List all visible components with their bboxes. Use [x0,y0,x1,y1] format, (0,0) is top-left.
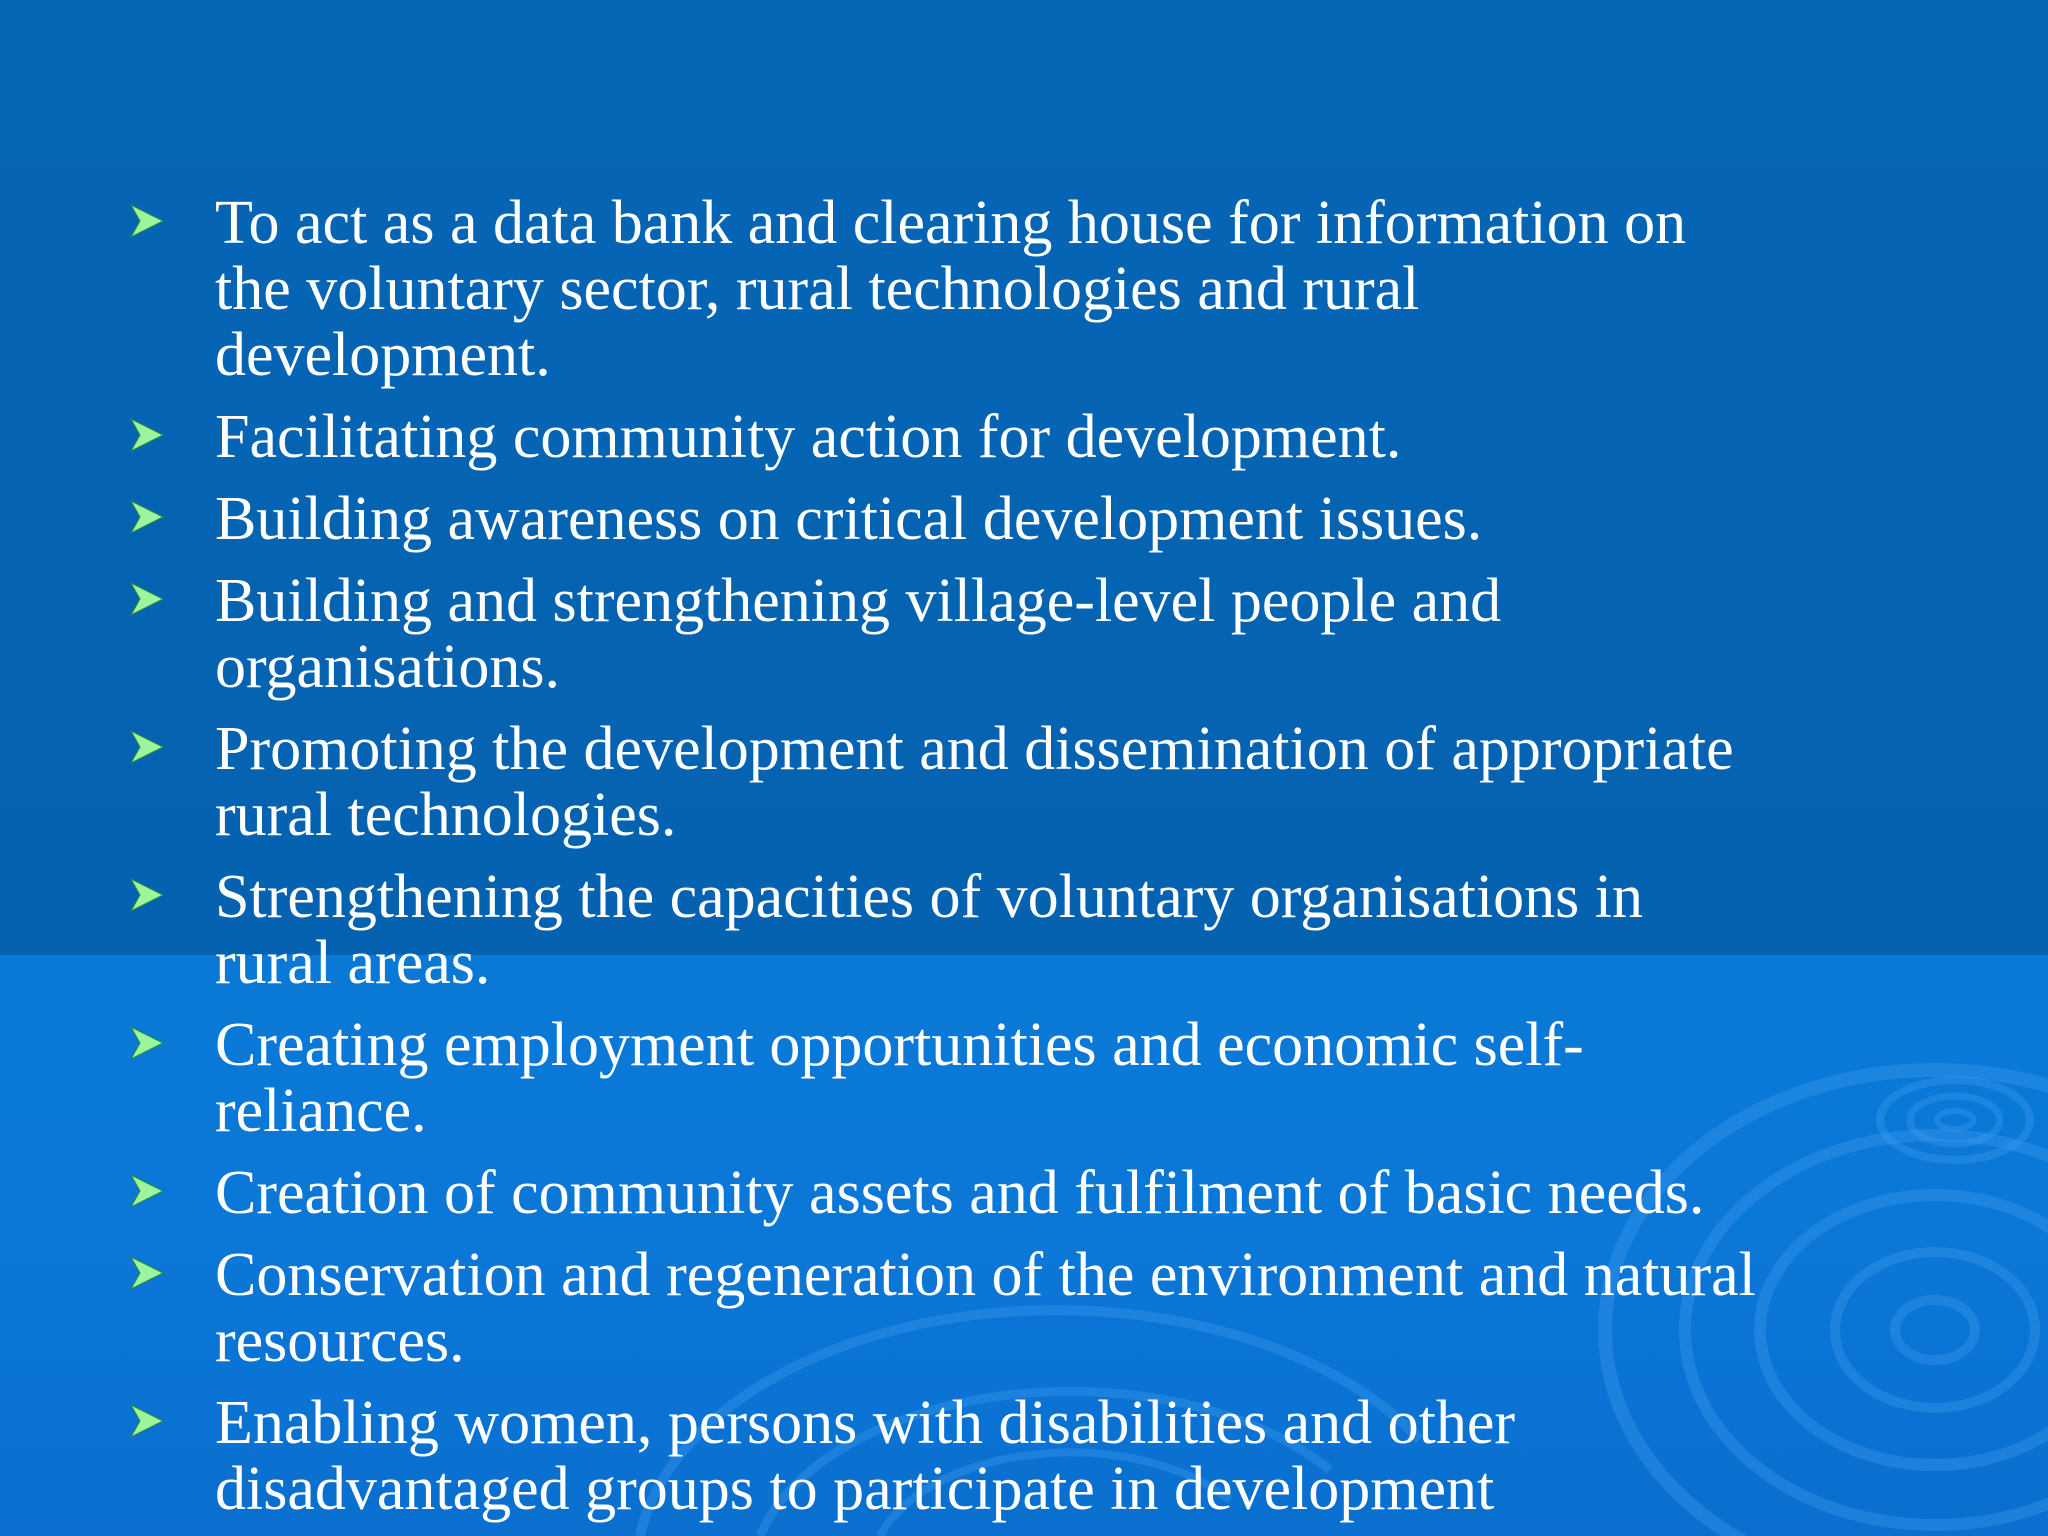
bullet-text: To act as a data bank and clearing house for information on the voluntary sector, rural technologies and rural development. [215,189,1687,389]
bullet-text: Enabling women, persons with disabilities and other disadvantaged groups to participate in development [215,1389,1516,1523]
bullet-text: Promoting the development and dissemination of appropriate rural technologies. [215,715,1734,849]
arrowhead-bullet-icon [128,876,166,914]
bullet-list [0,190,2048,1536]
bullet-text: Conservation and regeneration of the environment and natural resources. [215,1241,1756,1375]
arrowhead-bullet-icon [128,580,166,618]
arrowhead-bullet-icon [128,1402,166,1440]
arrowhead-bullet-icon [128,416,166,454]
arrowhead-bullet-icon [128,202,166,240]
bullet-item [0,1390,2048,1522]
bullet-item [0,864,2048,996]
bullet-text: Creating employment opportunities and economic self- reliance. [215,1011,1584,1145]
bullet-item [0,716,2048,848]
arrowhead-bullet-icon [128,1254,166,1292]
bullet-text: Building awareness on critical development issues. [215,485,1483,553]
bullet-text: Strengthening the capacities of voluntary organisations in rural areas. [215,863,1643,997]
bullet-item [0,1160,2048,1226]
bullet-item [0,568,2048,700]
bullet-item [0,1012,2048,1144]
bullet-text: Facilitating community action for development. [215,403,1402,471]
arrowhead-bullet-icon [128,728,166,766]
bullet-text: Creation of community assets and fulfilment of basic needs. [215,1159,1705,1227]
arrowhead-bullet-icon [128,498,166,536]
bullet-item [0,486,2048,552]
bullet-text: Building and strengthening village-level people and organisations. [215,567,1502,701]
bullet-item [0,404,2048,470]
bullet-item [0,1242,2048,1374]
arrowhead-bullet-icon [128,1024,166,1062]
arrowhead-bullet-icon [128,1172,166,1210]
bullet-item [0,190,2048,388]
